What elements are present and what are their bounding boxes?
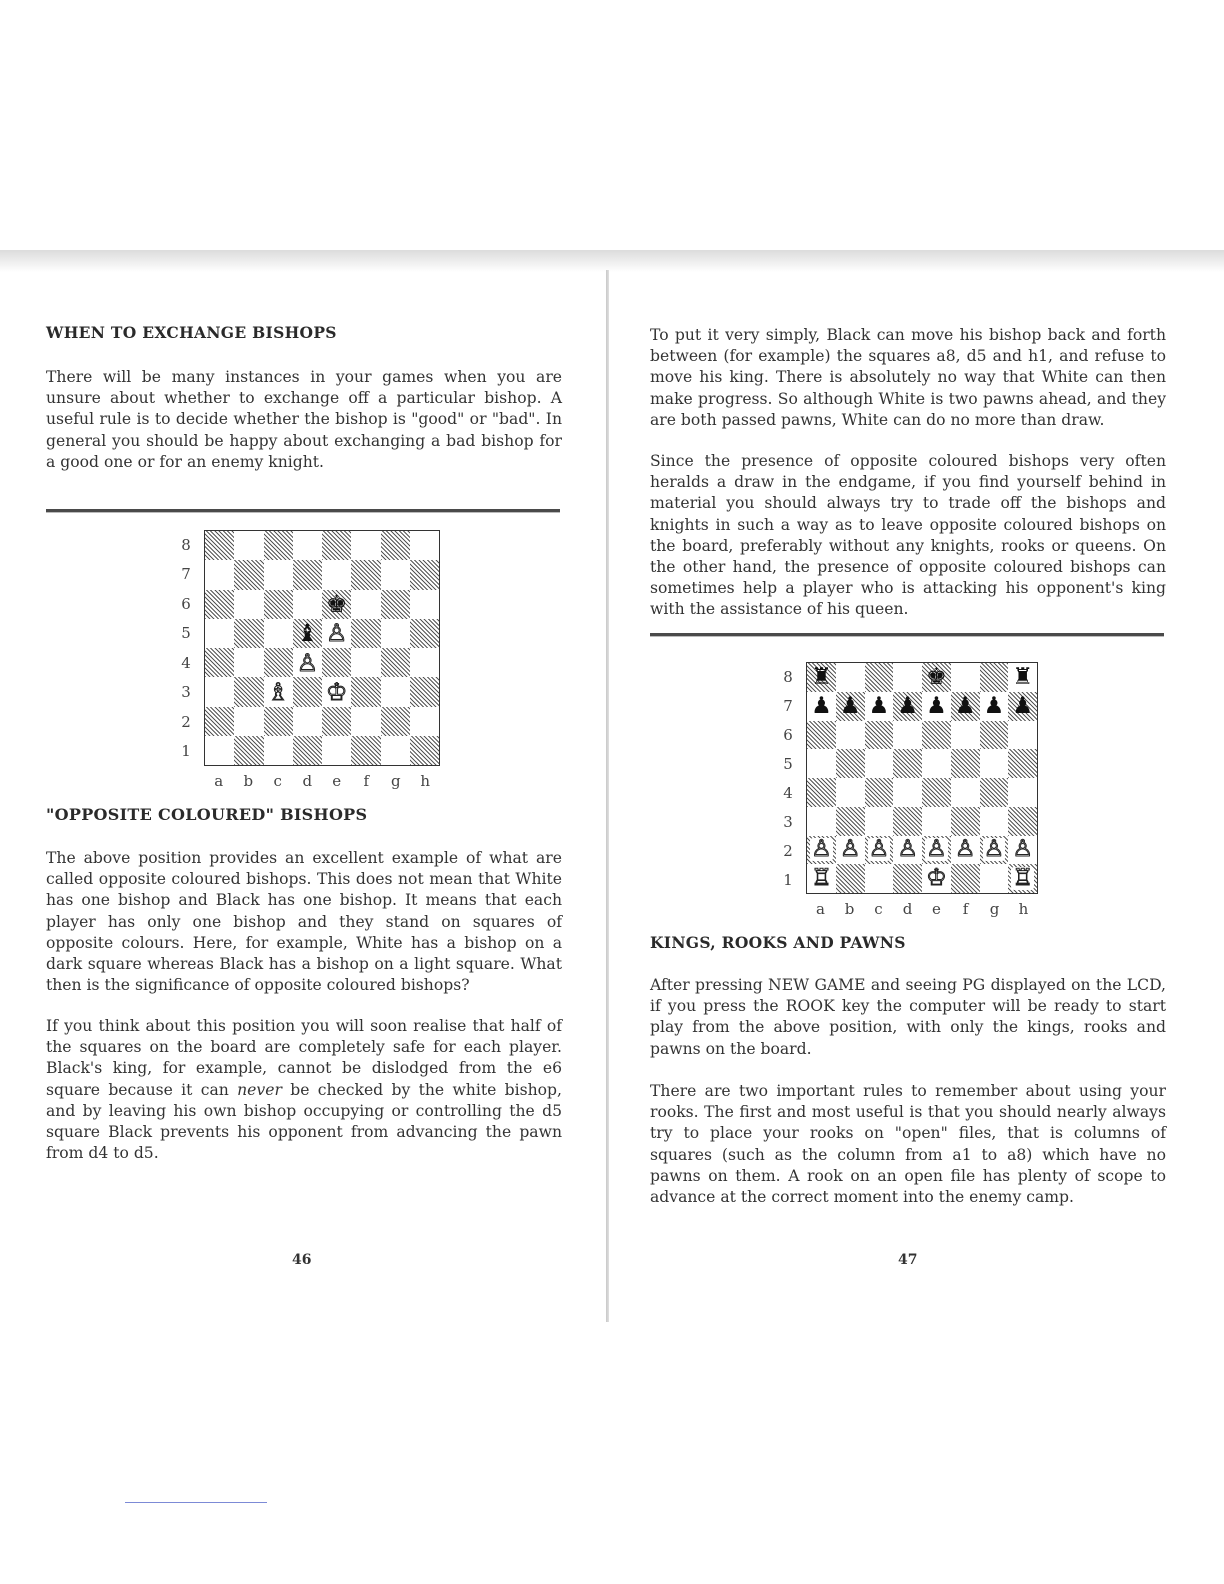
square-h2 [1008,836,1037,865]
square-f2 [351,707,380,736]
square-e3 [322,677,351,706]
square-h7 [410,560,439,589]
square-a8 [205,531,234,560]
black-piece-h7-icon: ♟ [1012,692,1033,719]
square-b7 [836,692,865,721]
square-e2 [322,707,351,736]
square-b6 [234,590,263,619]
square-a6 [205,590,234,619]
square-c7 [865,692,894,721]
square-h7 [1008,692,1037,721]
black-piece-e8-icon: ♚ [926,663,947,690]
rank-label-1: 1 [783,870,793,889]
square-f6 [951,721,980,750]
black-piece-b7-icon: ♟ [839,692,861,719]
square-c8 [865,663,894,692]
square-e7 [922,692,951,721]
square-f6 [351,590,380,619]
rank-label-6: 6 [783,725,793,744]
square-e5 [922,749,951,778]
white-piece-e3-icon: ♔ [325,677,348,706]
rank-label-4: 4 [181,653,191,672]
file-label-c: c [273,772,282,790]
chess-board [806,662,1038,894]
square-a6 [807,721,836,750]
square-d8 [893,663,922,692]
square-c5 [865,749,894,778]
white-piece-d2-icon: ♙ [897,836,918,863]
square-a4 [807,778,836,807]
square-g1 [381,736,410,765]
file-label-f: f [962,900,969,918]
square-e7 [322,560,351,589]
file-label-f: f [363,772,370,790]
square-d7 [893,692,922,721]
square-e8 [922,663,951,692]
square-h5 [410,619,439,648]
square-e4 [322,648,351,677]
square-g5 [980,749,1009,778]
rank-label-8: 8 [181,535,191,554]
square-c4 [264,648,293,677]
square-h8 [410,531,439,560]
rank-label-2: 2 [783,841,793,860]
square-f5 [951,749,980,778]
square-a2 [807,836,836,865]
divider-rule [650,633,1164,637]
square-b2 [234,707,263,736]
paragraph-safe-squares [46,1016,562,1164]
scan-shadow-band [0,250,1224,272]
square-g2 [980,836,1009,865]
square-h4 [410,648,439,677]
square-e1 [922,864,951,893]
square-a2 [205,707,234,736]
square-d7 [293,560,322,589]
square-g4 [980,778,1009,807]
square-h1 [1008,864,1037,893]
white-piece-e2-icon: ♙ [926,836,947,863]
square-c5 [264,619,293,648]
rank-label-8: 8 [783,667,793,686]
file-label-b: b [243,772,254,790]
black-piece-e6-icon: ♚ [325,590,348,619]
square-c3 [264,677,293,706]
para3-emphasis: never [237,1080,282,1099]
square-g6 [381,590,410,619]
rank-label-4: 4 [783,783,793,802]
square-f4 [351,648,380,677]
rank-label-1: 1 [181,742,191,761]
square-a5 [807,749,836,778]
square-f3 [351,677,380,706]
square-f7 [951,692,980,721]
file-label-g: g [390,772,401,790]
square-g1 [980,864,1009,893]
file-label-a: a [816,900,825,918]
square-c2 [264,707,293,736]
black-piece-e7-icon: ♟ [926,692,947,719]
square-c2 [865,836,894,865]
rank-label-2: 2 [181,712,191,731]
white-piece-f2-icon: ♙ [954,836,976,863]
square-g4 [381,648,410,677]
square-g5 [381,619,410,648]
square-g8 [381,531,410,560]
square-h8 [1008,663,1037,692]
file-label-d: d [902,900,913,918]
file-label-b: b [844,900,855,918]
file-label-a: a [214,772,224,790]
square-b4 [234,648,263,677]
square-e2 [922,836,951,865]
para3-text-after: be checked by the white bishop, and by leaving his own bishop occupying or controlling the d5 square Black prevents his opponent from advancing the pawn from d4 to d5. [46,1080,562,1163]
white-piece-h1-icon: ♖ [1012,865,1033,892]
square-a8 [807,663,836,692]
white-piece-e5-icon: ♙ [325,619,348,648]
square-h5 [1008,749,1037,778]
square-d1 [293,736,322,765]
square-d8 [293,531,322,560]
square-e8 [322,531,351,560]
square-f7 [351,560,380,589]
rank-label-5: 5 [783,754,793,773]
black-piece-h8-icon: ♜ [1012,663,1033,690]
square-a3 [807,807,836,836]
square-d2 [893,836,922,865]
square-d4 [293,648,322,677]
square-b5 [234,619,263,648]
rank-label-3: 3 [783,812,793,831]
square-b1 [234,736,263,765]
black-piece-a8-icon: ♜ [811,663,832,690]
square-g3 [381,677,410,706]
white-piece-e1-icon: ♔ [926,865,947,892]
black-piece-f7-icon: ♟ [954,692,976,719]
square-b8 [234,531,263,560]
square-d5 [293,619,322,648]
square-g2 [381,707,410,736]
file-label-e: e [932,900,941,918]
paragraph-new-game-rook-key: After pressing NEW GAME and seeing PG displayed on the LCD, if you press the ROOK key the computer will be ready to start play from the above position, with only the kings, rooks and pawns on the board. [650,976,1166,1058]
square-c3 [865,807,894,836]
rank-label-5: 5 [181,624,191,643]
white-piece-a2-icon: ♙ [811,836,832,863]
square-d3 [293,677,322,706]
paragraph-presence-of-opposite-bishops: Since the presence of opposite coloured bishops very often heralds a draw in the endgame, if you find yourself behind in material you should always try to trade off the bishops and knights in such a way as to leave opposite coloured bishops on the board, preferably without any knights, rooks or queens. On the other hand, the presence of opposite coloured bishops can sometimes help a player who is attacking his opponent's king with the assistance of his queen. [650,452,1166,619]
square-g7 [980,692,1009,721]
square-g8 [980,663,1009,692]
square-f4 [951,778,980,807]
black-piece-g7-icon: ♟ [983,692,1005,719]
square-b3 [836,807,865,836]
file-label-d: d [302,772,313,790]
square-a7 [205,560,234,589]
paragraph-rooks-open-files: There are two important rules to remember about using your rooks. The first and most useful is that you should nearly always try to place your rooks on "open" files, that is columns of squares (such as the column from a1 to a8) which have no pawns on them. A rook on an open file has plenty of scope to advance at the correct moment into the enemy camp. [650,1082,1166,1207]
square-a3 [205,677,234,706]
square-d6 [293,590,322,619]
white-piece-g2-icon: ♙ [983,836,1005,863]
book-spine [606,270,609,1322]
square-h6 [410,590,439,619]
file-label-h: h [1018,900,1029,918]
file-label-h: h [420,772,431,790]
heading-when-to-exchange-bishops: WHEN TO EXCHANGE BISHOPS [46,323,337,342]
square-e4 [922,778,951,807]
square-b5 [836,749,865,778]
square-a5 [205,619,234,648]
square-h4 [1008,778,1037,807]
square-f3 [951,807,980,836]
square-f1 [951,864,980,893]
square-d2 [293,707,322,736]
square-b6 [836,721,865,750]
rank-label-7: 7 [783,696,793,715]
square-f1 [351,736,380,765]
square-h1 [410,736,439,765]
square-h3 [410,677,439,706]
rank-label-7: 7 [181,565,191,584]
square-e1 [322,736,351,765]
square-c6 [264,590,293,619]
square-a7 [807,692,836,721]
square-d6 [893,721,922,750]
file-label-c: c [874,900,883,918]
square-h6 [1008,721,1037,750]
square-f8 [951,663,980,692]
file-label-e: e [332,772,342,790]
square-d4 [893,778,922,807]
square-a1 [205,736,234,765]
square-e6 [922,721,951,750]
square-f8 [351,531,380,560]
square-c1 [865,864,894,893]
square-d5 [893,749,922,778]
page-number-left: 46 [292,1252,312,1268]
square-b7 [234,560,263,589]
rank-label-6: 6 [181,594,191,613]
square-d1 [893,864,922,893]
square-h2 [410,707,439,736]
white-piece-c3-icon: ♗ [267,677,289,706]
square-f5 [351,619,380,648]
square-g7 [381,560,410,589]
white-piece-d4-icon: ♙ [296,648,319,677]
heading-kings-rooks-and-pawns: KINGS, ROOKS AND PAWNS [650,933,906,952]
square-b8 [836,663,865,692]
white-piece-h2-icon: ♙ [1012,836,1033,863]
square-b4 [836,778,865,807]
black-piece-d7-icon: ♟ [897,692,918,719]
square-e6 [322,590,351,619]
divider-rule [46,509,560,513]
paragraph-bishop-back-and-forth: To put it very simply, Black can move his bishop back and forth between (for example) the squares a8, d5 and h1, and refuse to move his king. There is absolutely no way that White can then make progress. So although White is two pawns ahead, and they are both passed pawns, White can do no more than draw. [650,326,1166,429]
white-piece-b2-icon: ♙ [839,836,861,863]
square-a4 [205,648,234,677]
page-number-right: 47 [898,1252,918,1268]
square-c1 [264,736,293,765]
square-g6 [980,721,1009,750]
square-d3 [893,807,922,836]
square-g3 [980,807,1009,836]
square-b3 [234,677,263,706]
square-c4 [865,778,894,807]
white-piece-a1-icon: ♖ [811,865,832,892]
square-b2 [836,836,865,865]
black-piece-a7-icon: ♟ [811,692,832,719]
para3-text-before: If you think about this position you will soon realise that half of the squares on the board are completely safe for each player. Black's king, for example, cannot be dislodged from the e6 square because it can [46,1017,562,1099]
heading-opposite-coloured-bishops: "OPPOSITE COLOURED" BISHOPS [46,805,368,824]
square-h3 [1008,807,1037,836]
square-c6 [865,721,894,750]
paragraph-exchange-bishops: There will be many instances in your games when you are unsure about whether to exchange off a particular bishop. A useful rule is to decide whether the bishop is "good" or "bad". In general you should be happy about exchanging a bad bishop for a good one or for an enemy knight. [46,368,562,471]
black-piece-d5-icon: ♝ [296,619,319,648]
stray-scan-line [125,1502,267,1503]
square-f2 [951,836,980,865]
square-e3 [922,807,951,836]
square-b1 [836,864,865,893]
rank-label-3: 3 [181,683,191,702]
chess-board [204,530,440,766]
square-c8 [264,531,293,560]
white-piece-c2-icon: ♙ [868,836,890,863]
square-e5 [322,619,351,648]
paragraph-opposite-coloured-explained: The above position provides an excellent example of what are called opposite coloured bishops. This does not mean that White has one bishop and Black has one bishop. It means that each player has only one bishop and they stand on squares of opposite colours. Here, for example, White has a bishop on a dark square whereas Black has a bishop on a light square. What then is the significance of opposite coloured bishops? [46,849,562,995]
black-piece-c7-icon: ♟ [868,692,890,719]
file-label-g: g [989,900,1000,918]
square-c7 [264,560,293,589]
square-a1 [807,864,836,893]
